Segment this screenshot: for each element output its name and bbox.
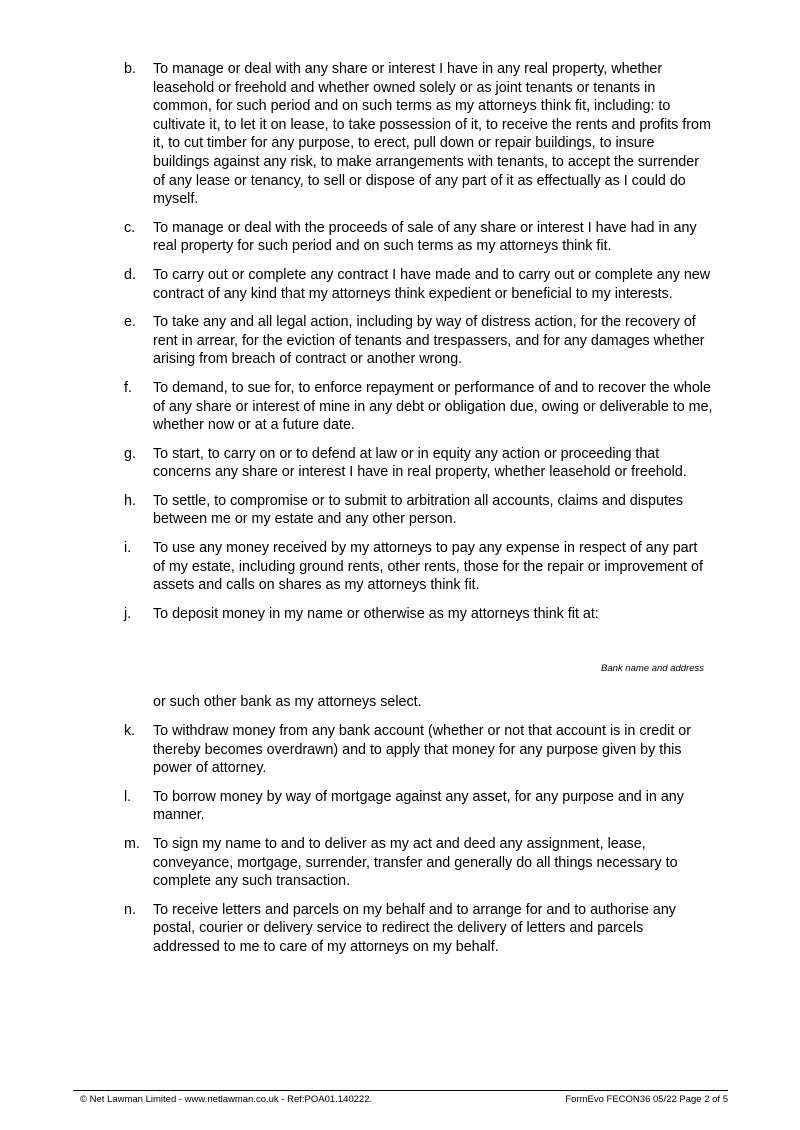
clause-marker: n.: [124, 901, 136, 918]
clause-marker: g.: [124, 445, 136, 462]
bank-name-field[interactable]: [0, 623, 800, 693]
clause-marker: k.: [124, 723, 136, 740]
clause-marker: e.: [124, 314, 136, 331]
footer-page-info: FormEvo FECON36 05/22 Page 2 of 5: [565, 1094, 728, 1105]
bank-name-label: Bank name and address: [601, 663, 704, 675]
clause-i: [0, 539, 800, 595]
clause-h: [0, 492, 800, 529]
clause-marker: i.: [124, 540, 132, 557]
clause-c: [0, 219, 800, 256]
clause-g: [0, 445, 800, 482]
clause-b: [0, 60, 800, 209]
clause-marker: b.: [124, 61, 136, 77]
clause-marker: f.: [124, 379, 132, 396]
clause-d: [0, 266, 800, 303]
clause-text: To take any and all legal action, including by way of distress action, for the recovery of rent in arrear, for the eviction of tenants and trespassers, and for any damages whether arising from breach of contract or another wrong.: [153, 314, 705, 368]
clause-text: To use any money received by my attorneys to pay any expense in respect of any part of my estate, including ground rents, other rents, those for the repair or improvement of assets and calls on shares as my attorneys think fit.: [153, 540, 703, 594]
clause-text: To receive letters and parcels on my behalf and to arrange for and to authorise any postal, courier or delivery service to redirect the delivery of letters and parcels addressed to me to care of my attorneys on my behalf.: [153, 901, 676, 955]
clause-marker: c.: [124, 219, 136, 236]
clause-text: To borrow money by way of mortgage against any asset, for any purpose and in any manner.: [153, 788, 684, 824]
clause-text: To manage or deal with any share or interest I have in any real property, whether leasehold or freehold and whether owned solely or as joint tenants or tenants in common, for such period and on such terms as my attorneys think fit, including: to cultivate it, to let it on lease, to take possession of it, to receive the rents and profits from it, to cut timber for any purpose, to erect, pull down or repair buildings, to insure buildings against any risk, to make arrangements with tenants, to accept the surrender of any lease or tenancy, to sell or dispose of any part of it as effectually as I could do myself.: [153, 61, 711, 208]
clause-marker: d.: [124, 266, 136, 283]
bank-after-text: or such other bank as my attorneys select.: [153, 694, 422, 711]
clause-e: [0, 313, 800, 369]
clause-text: To sign my name to and to deliver as my act and deed any assignment, lease, conveyance, mortgage, surrender, transfer and generally do all things necessary to complete any such transaction.: [153, 836, 678, 890]
clause-text: To deposit money in my name or otherwise as my attorneys think fit at:: [153, 605, 599, 622]
footer-divider: [73, 1090, 728, 1091]
clause-text: To demand, to sue for, to enforce repayment or performance of and to recover the whole of any share or interest of mine in any debt or obligation due, owing or deliverable to me, whether now or at a future date.: [153, 379, 713, 434]
clause-text: To start, to carry on or to defend at law or in equity any action or proceeding that concerns any share or interest I have in real property, whether leasehold or freehold.: [153, 445, 687, 481]
clause-marker: h.: [124, 492, 136, 509]
clause-k: [0, 722, 800, 778]
clause-text: To settle, to compromise or to submit to arbitration all accounts, claims and disputes between me or my estate and any other person.: [153, 492, 684, 528]
clause-marker: j.: [124, 605, 132, 622]
clause-marker: l.: [124, 788, 132, 805]
clause-l: [0, 788, 800, 825]
clause-f: [0, 379, 800, 435]
clause-list: [0, 60, 800, 967]
clause-m: [0, 835, 800, 891]
clause-text: To manage or deal with the proceeds of sale of any share or interest I have had in any real property for such period and on such terms as my attorneys think fit.: [153, 219, 697, 255]
clause-marker: m.: [124, 836, 140, 852]
footer-copyright: © Net Lawman Limited - www.netlawman.co.uk - Ref:POA01.140222.: [80, 1094, 373, 1105]
clause-text: To withdraw money from any bank account (whether or not that account is in credit or thereby becomes overdrawn) and to apply that money for any purpose given by this power of attorney.: [153, 723, 691, 777]
clause-n: [0, 901, 800, 957]
clause-text: To carry out or complete any contract I have made and to carry out or complete any new contract of any kind that my attorneys think expedient or beneficial to my interests.: [153, 266, 711, 302]
clause-j: [0, 605, 800, 624]
